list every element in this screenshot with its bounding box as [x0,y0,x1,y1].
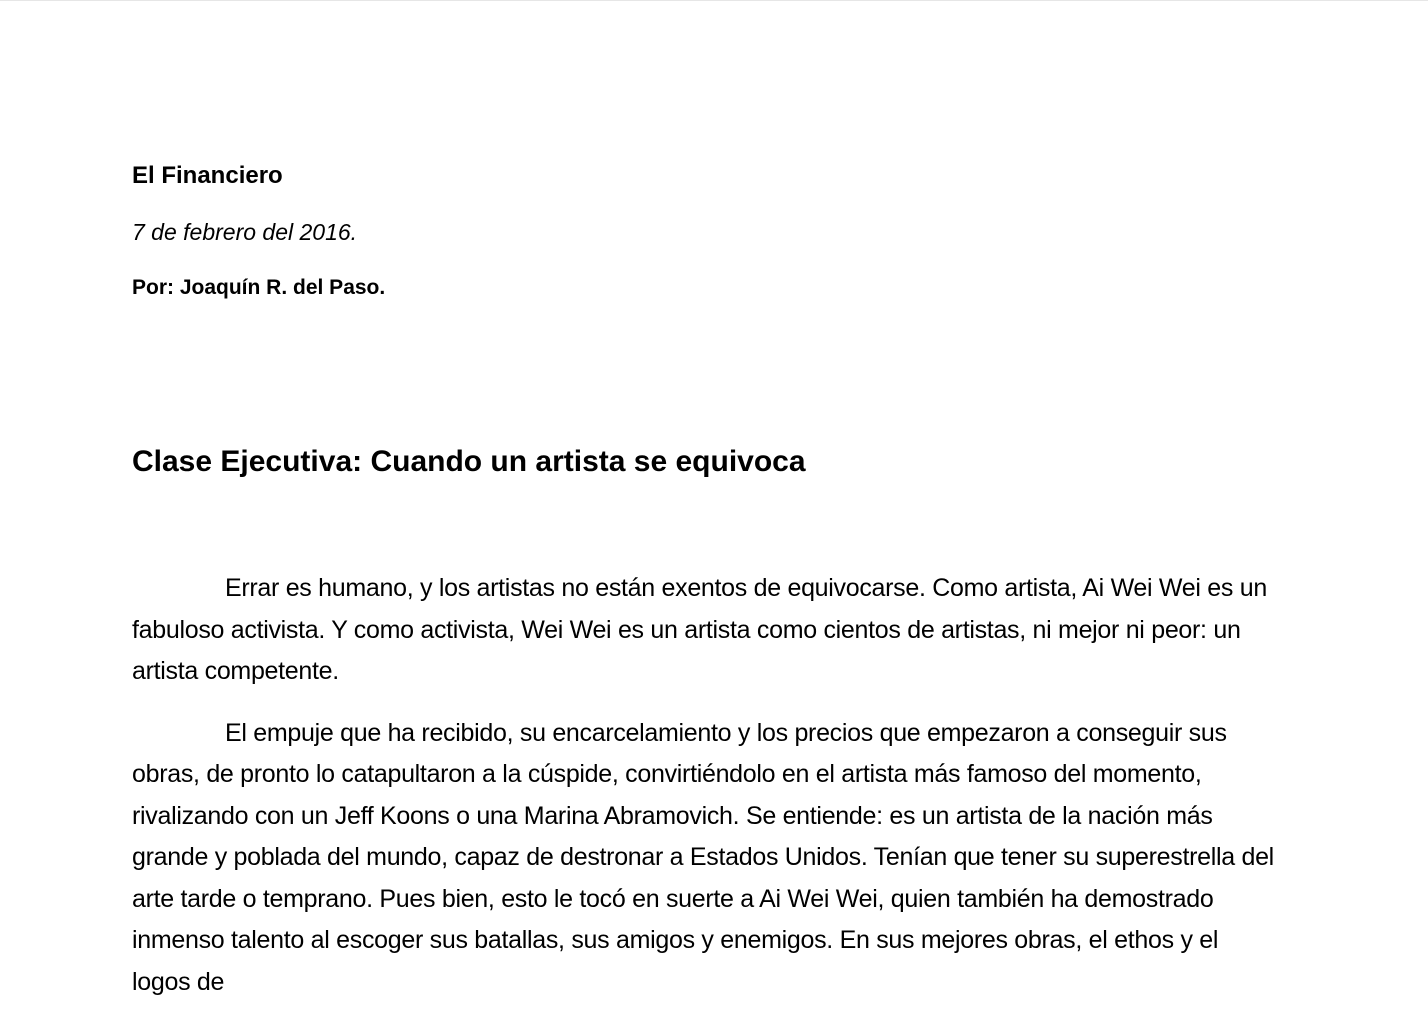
paragraph-1: Errar es humano, y los artistas no están exentos de equivocarse. Como artista, Ai Wei Wei es un fabuloso activista. Y como activista, Wei Wei es un artista como cientos de artistas, ni mejor ni peor: un artista competente. [132,574,1267,685]
page-top-edge [0,0,1428,1]
publication-name: El Financiero [132,162,283,189]
paragraph-2: El empuje que ha recibido, su encarcelamiento y los precios que empezaron a conseguir sus obras, de pronto lo catapultaron a la cúspide, convirtiéndolo en el artista más famoso del momento, rivalizando con un Jeff Koons o una Marina Abramovich. Se entiende: es un artista de la nación más grande y poblada del mundo, capaz de destronar a Estados Unidos. Tenían que tener su superestrella del arte tarde o temprano. Pues bien, esto le tocó en suerte a Ai Wei Wei, quien también ha demostrado inmenso talento al escoger sus batallas, sus amigos y enemigos. En sus mejores obras, el ethos y el logos de [132,718,1274,996]
article-date: 7 de febrero del 2016. [132,219,358,245]
article-headline: Clase Ejecutiva: Cuando un artista se equivoca [132,445,806,478]
article-byline: Por: Joaquín R. del Paso. [132,276,386,299]
article-body [132,568,1282,1023]
